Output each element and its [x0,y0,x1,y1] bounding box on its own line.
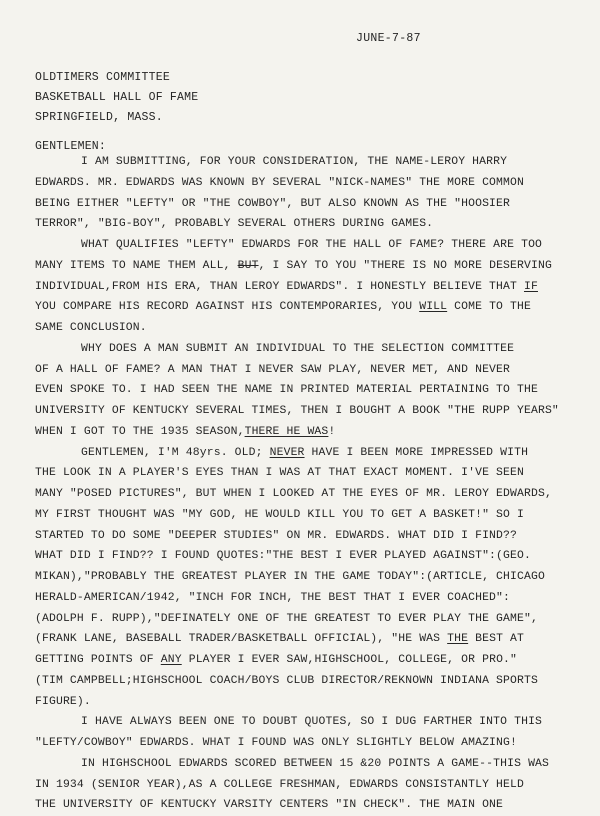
body-line: (ADOLPH F. RUPP),"DEFINATELY ONE OF THE GREATEST TO EVER PLAY THE GAME", [35,612,538,625]
underlined-text: THERE HE WAS [244,425,329,438]
body-line: TERROR", "BIG-BOY", PROBABLY SEVERAL OTHERS DURING GAMES. [35,218,434,231]
address-line: OLDTIMERS COMMITTEE [35,71,170,84]
body-line: THE UNIVERSITY OF KENTUCKY VARSITY CENTERS "IN CHECK". THE MAIN ONE [35,799,504,812]
body-line: EDWARDS. MR. EDWARDS WAS KNOWN BY SEVERAL "NICK-NAMES" THE MORE COMMON [35,176,524,189]
body-line: (FRANK LANE, BASEBALL TRADER/BASKETBALL OFFICIAL), "HE WAS THE BEST AT [35,633,525,646]
address-line: SPRINGFIELD, MASS. [35,111,163,124]
body-line: GENTLEMEN, I'M 48yrs. OLD; NEVER HAVE I BEEN MORE IMPRESSED WITH [81,446,529,459]
underlined-text: ANY [160,654,182,666]
body-line: OF A HALL OF FAME? A MAN THAT I NEVER SAW PLAY, NEVER MET, AND NEVER [35,363,511,376]
recipient-address [35,68,198,128]
body-line: I AM SUBMITTING, FOR YOUR CONSIDERATION, THE NAME-LEROY HARRY [81,156,508,168]
body-line: WHEN I GOT TO THE 1935 SEASON,THERE HE WAS! [35,425,336,438]
body-line: IN HIGHSCHOOL EDWARDS SCORED BETWEEN 15 &20 POINTS A GAME--THIS WAS [81,757,550,770]
struck-text: BUT [237,259,259,272]
body-line: MANY ITEMS TO NAME THEM ALL, BUT, I SAY TO YOU "THERE IS NO MORE DESERVING [35,259,552,272]
body-line: SAME CONCLUSION. [35,322,147,334]
body-line: MIKAN),"PROBABLY THE GREATEST PLAYER IN THE GAME TODAY":(ARTICLE, CHICAGO [35,571,545,583]
body-line: UNIVERSITY OF KENTUCKY SEVERAL TIMES, THEN I BOUGHT A BOOK "THE RUPP YEARS" [35,405,559,417]
address-line: BASKETBALL HALL OF FAME [35,91,199,104]
body-line: (TIM CAMPBELL;HIGHSCHOOL COACH/BOYS CLUB DIRECTOR/REKNOWN INDIANA SPORTS [35,674,538,687]
body-line: STARTED TO DO SOME "DEEPER STUDIES" ON MR. EDWARDS. WHAT DID I FIND?? [35,529,517,542]
body-line: GETTING POINTS OF ANY PLAYER I EVER SAW,HIGHSCHOOL, COLLEGE, OR PRO." [35,654,518,666]
underlined-text: IF [523,280,538,293]
body-line: EVEN SPOKE TO. I HAD SEEN THE NAME IN PRINTED MATERIAL PERTAINING TO THE [35,384,538,397]
body-line: WHAT DID I FIND?? I FOUND QUOTES:"THE BEST I EVER PLAYED AGAINST":(GEO. [35,550,531,563]
body-line: YOU COMPARE HIS RECORD AGAINST HIS CONTEMPORARIES, YOU WILL COME TO THE [35,301,531,314]
body-line: MY FIRST THOUGHT WAS "MY GOD, HE WOULD KILL YOU TO GET A BASKET!" SO I [35,508,524,521]
underlined-text: THE [447,633,469,646]
body-line: WHAT QUALIFIES "LEFTY" EDWARDS FOR THE HALL OF FAME? THERE ARE TOO [81,239,543,251]
body-line: MANY "POSED PICTURES", BUT WHEN I LOOKED AT THE EYES OF MR. LEROY EDWARDS, [35,488,552,500]
underlined-text: WILL [419,301,448,314]
body-line: HERALD-AMERICAN/1942, "INCH FOR INCH, THE BEST THAT I EVER COACHED": [35,591,511,604]
body-line: I HAVE ALWAYS BEEN ONE TO DOUBT QUOTES, SO I DUG FARTHER INTO THIS [81,716,543,729]
letter-date: JUNE-7-87 [356,32,421,45]
body-line: THE LOOK IN A PLAYER'S EYES THAN I WAS AT THAT EXACT MOMENT. I'VE SEEN [35,467,524,480]
body-line: FIGURE). [35,695,91,708]
underlined-text: NEVER [269,446,305,459]
body-line: "LEFTY/COWBOY" EDWARDS. WHAT I FOUND WAS ONLY SLIGHTLY BELOW AMAZING! [35,737,517,749]
body-line: INDIVIDUAL,FROM HIS ERA, THAN LEROY EDWARDS". I HONESTLY BELIEVE THAT IF [35,280,538,293]
body-line: BEING EITHER "LEFTY" OR "THE COWBOY", BUT ALSO KNOWN AS THE "HOOSIER [35,197,511,210]
body-line: WHY DOES A MAN SUBMIT AN INDIVIDUAL TO THE SELECTION COMMITTEE [81,342,515,355]
salutation: GENTLEMEN: [35,140,107,153]
body-line: IN 1934 (SENIOR YEAR),AS A COLLEGE FRESHMAN, EDWARDS CONSISTANTLY HELD [35,778,524,791]
letter-body [35,152,590,816]
